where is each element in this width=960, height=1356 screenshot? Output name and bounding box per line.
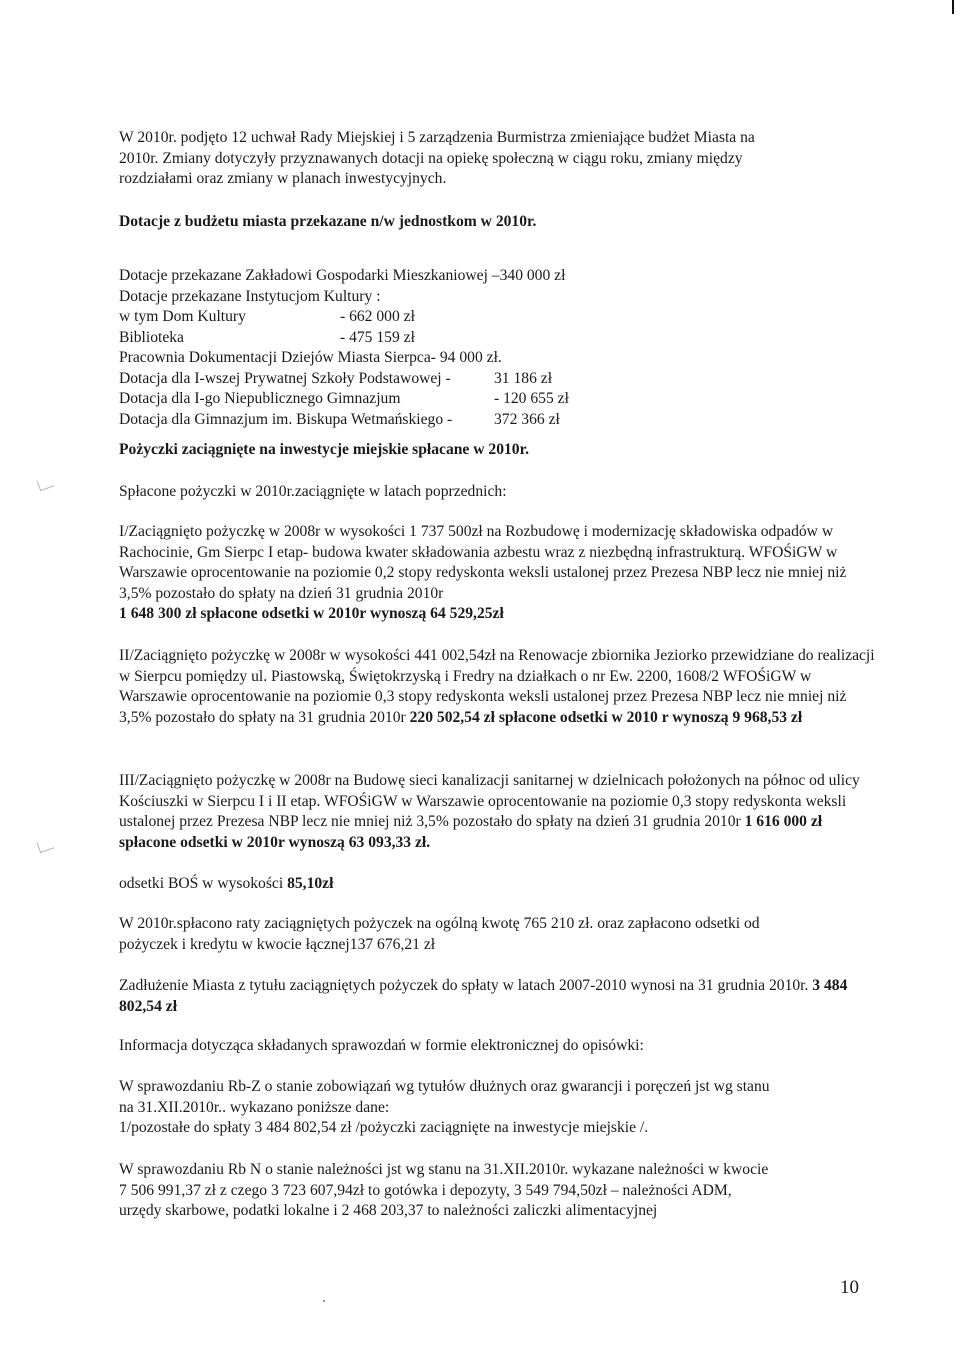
grant-label: Dotacje przekazane Zakładowi Gospodarki Mieszkaniowej –340 000 zł [119, 267, 566, 284]
rbz-line: 1/pozostałe do spłaty 3 484 802,54 zł /pożyczki zaciągnięte na inwestycje miejskie /. [119, 1119, 649, 1136]
repaid-line: W 2010r.spłacono raty zaciągniętych pożyczek na ogólną kwotę 765 210 zł. oraz zapłacono odsetki od [119, 915, 760, 932]
speck [323, 1300, 325, 1302]
margin-mark [37, 476, 55, 491]
rbn-line: urzędy skarbowe, podatki lokalne i 2 468 203,37 to należności zaliczki alimentacyjnej [119, 1202, 658, 1219]
grant-label: Biblioteka [119, 328, 184, 346]
grant-label: Pracownia Dokumentacji Dziejów Miasta Sierpca- 94 000 zł. [119, 349, 502, 366]
grant-value: 372 366 zł [494, 410, 560, 428]
grant-label: Dotacja dla I-wszej Prywatnej Szkoły Podstawowej - [119, 369, 451, 387]
grant-value: - 120 655 zł [494, 390, 569, 407]
rbz-paragraph [119, 1077, 879, 1139]
bos-interest [119, 874, 879, 895]
margin-mark [37, 838, 55, 853]
bos-amount: 85,10zł [287, 875, 334, 892]
rbz-line: na 31.XII.2010r.. wykazano poniższe dane: [119, 1098, 390, 1116]
loans-subheading: Spłacone pożyczki w 2010r.zaciągnięte w latach poprzednich: [119, 483, 507, 500]
grant-line [119, 307, 879, 328]
intro-paragraph [119, 128, 879, 190]
info-heading: Informacja dotycząca składanych sprawozdań w formie elektronicznej do opisówki: [119, 1037, 644, 1054]
grant-value: - 475 159 zł [340, 328, 415, 346]
debt-text: Zadłużenie Miasta z tytułu zaciągniętych pożyczek do spłaty w latach 2007-2010 wynosi na 31 grudnia 2010r. [119, 977, 813, 994]
grant-value: - 662 000 zł [340, 308, 415, 325]
loan-text: II/Zaciągnięto pożyczkę w 2008r w wysokości 441 002,54zł na Renowacje zbiornika Jeziorko przewidziane do realizacji w Sierpcu pomiędzy ul. Piastowską, Świętokrzyską i Fredry na działkach o nr Ew. 2200, 1608/2 WFOŚiGW w Warszawie oprocentowanie na poziomie 0,3 stopy redyskonta weksli ustalonej przez Prezesa NBP lecz nie mniej niż 3,5% pozostało do spłaty na 31 grudnia 2010r [119, 647, 875, 726]
debt-amount: 3 484 802,54 zł [119, 977, 848, 1015]
debt-paragraph [119, 976, 879, 1017]
page-number: 10 [840, 1277, 859, 1298]
loan-summary: 1 648 300 zł spłacone odsetki w 2010r wynoszą 64 529,25zł [119, 605, 504, 622]
loan-summary: 1 616 000 zł spłacone odsetki w 2010r wynoszą 63 093,33 zł. [119, 813, 823, 851]
rbn-line: W sprawozdaniu Rb N o stanie należności jst wg stanu na 31.XII.2010r. wykazane należności w kwocie [119, 1161, 769, 1178]
grant-value: 31 186 zł [494, 369, 553, 387]
grant-line [119, 287, 879, 308]
bos-text: odsetki BOŚ w wysokości [119, 875, 288, 892]
grants-heading: Dotacje z budżetu miasta przekazane n/w jednostkom w 2010r. [119, 213, 537, 230]
grant-line [119, 410, 879, 431]
grant-label: Dotacja dla Gimnazjum im. Biskupa Wetmańskiego - [119, 410, 453, 428]
corner-mark [952, 0, 954, 14]
grant-line [119, 266, 879, 287]
loan-paragraph-3 [119, 771, 879, 853]
loan-text: I/Zaciągnięto pożyczkę w 2008r w wysokości 1 737 500zł na Rozbudowę i modernizację składowiska odpadów w Rachocinie, Gm Sierpc I etap- budowa kwater składowania azbestu wraz z niezbędną infrastrukturą. WFOŚiGW w Warszawie oprocentowanie na poziomie 0,2 stopy redyskonta weksli ustalonej przez Prezesa NBP lecz nie mniej niż 3,5% pozostało do spłaty na dzień 31 grudnia 2010r [119, 523, 847, 602]
intro-line: W 2010r. podjęto 12 uchwał Rady Miejskiej i 5 zarządzenia Burmistrza zmieniające budżet Miasta na [119, 129, 755, 146]
loan-paragraph-2 [119, 646, 879, 728]
grant-label: Dotacje przekazane Instytucjom Kultury : [119, 287, 381, 305]
grant-line [119, 328, 879, 349]
repaid-paragraph [119, 914, 879, 955]
grant-label: w tym Dom Kultury [119, 308, 246, 325]
loan-summary: 220 502,54 zł spłacone odsetki w 2010 r wynoszą 9 968,53 zł [405, 708, 803, 726]
repaid-line: pożyczek i kredytu w kwocie łącznej137 676,21 zł [119, 935, 436, 953]
loan-paragraph-1 [119, 522, 879, 625]
grant-line [119, 369, 879, 390]
grant-label: Dotacja dla I-go Niepublicznego Gimnazjum [119, 390, 401, 407]
grant-line [119, 389, 879, 410]
grant-line [119, 348, 879, 369]
loans-heading: Pożyczki zaciągnięte na inwestycje miejskie spłacane w 2010r. [119, 441, 529, 458]
rbn-paragraph [119, 1160, 879, 1222]
intro-line: 2010r. Zmiany dotyczyły przyznawanych dotacji na opiekę społeczną w ciągu roku, zmiany między [119, 149, 743, 167]
loan-text: III/Zaciągnięto pożyczkę w 2008r na Budowę sieci kanalizacji sanitarnej w dzielnicach położonych na północ od ulicy Kościuszki w Sierpcu I i II etap. WFOŚiGW w Warszawie oprocentowanie na poziomie 0,3 stopy redyskonta weksli ustalonej przez Prezesa NBP lecz nie mniej niż 3,5% pozostało do spłaty na dzień 31 grudnia 2010r [119, 772, 860, 830]
rbz-line: W sprawozdaniu Rb-Z o stanie zobowiązań wg tytułów dłużnych oraz gwarancji i poręczeń jst wg stanu [119, 1078, 770, 1095]
rbn-line: 7 506 991,37 zł z czego 3 723 607,94zł to gotówka i depozyty, 3 549 794,50zł – należności ADM, [119, 1181, 732, 1199]
intro-line: rozdziałami oraz zmiany w planach inwestycyjnych. [119, 170, 447, 187]
grants-list [119, 266, 879, 430]
